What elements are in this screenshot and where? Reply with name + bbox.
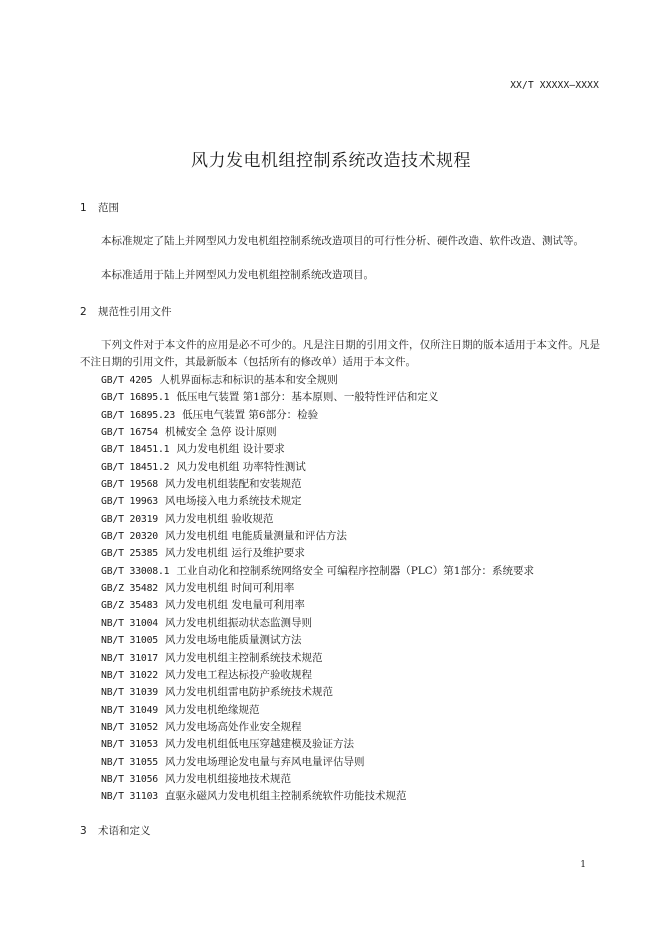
reference-title: 风力发电机组低电压穿越建模及验证方法 bbox=[164, 738, 354, 751]
section-number: 1 bbox=[80, 202, 87, 214]
reference-code: NB/T 31056 bbox=[101, 773, 158, 785]
section-number: 3 bbox=[80, 825, 87, 837]
reference-title: 风电场接入电力系统技术规定 bbox=[164, 495, 302, 508]
reference-item bbox=[101, 771, 534, 788]
reference-code: NB/T 31017 bbox=[101, 652, 158, 664]
reference-title: 机械安全 急停 设计原则 bbox=[164, 426, 277, 439]
scope-paragraph-2: 本标准适用于陆上并网型风力发电机组控制系统改造项目。 bbox=[101, 269, 374, 281]
reference-code: NB/T 31055 bbox=[101, 756, 158, 768]
reference-item bbox=[101, 424, 534, 441]
reference-item bbox=[101, 389, 534, 406]
reference-code: NB/T 31103 bbox=[101, 791, 158, 803]
reference-code: GB/T 20320 bbox=[101, 531, 158, 543]
page-number: 1 bbox=[580, 860, 586, 870]
reference-item bbox=[101, 580, 534, 597]
reference-code: NB/T 31004 bbox=[101, 617, 158, 629]
reference-item bbox=[101, 372, 534, 389]
reference-title: 风力发电场电能质量测试方法 bbox=[164, 634, 302, 647]
reference-title: 风力发电机组振动状态监测导则 bbox=[164, 616, 312, 629]
reference-title: 风力发电机绝缘规范 bbox=[164, 703, 260, 716]
reference-code: NB/T 31052 bbox=[101, 721, 158, 733]
reference-item bbox=[101, 632, 534, 649]
section-number: 2 bbox=[80, 306, 87, 318]
section-3-heading bbox=[80, 823, 151, 838]
reference-title: 风力发电机组 验收规范 bbox=[164, 512, 274, 525]
reference-code: NB/T 31022 bbox=[101, 669, 158, 681]
reference-title: 人机界面标志和标识的基本和安全规则 bbox=[159, 374, 338, 386]
reference-item bbox=[101, 459, 534, 476]
reference-item bbox=[101, 702, 534, 719]
reference-item bbox=[101, 788, 534, 805]
reference-code: GB/Z 35482 bbox=[101, 583, 158, 595]
reference-title: 低压电气装置 第6部分：检验 bbox=[182, 408, 319, 421]
reference-title: 风力发电机组 时间可利用率 bbox=[164, 582, 295, 595]
reference-item bbox=[101, 615, 534, 632]
reference-title: 工业自动化和控制系统网络安全 可编程序控制器（PLC）第1部分：系统要求 bbox=[176, 564, 534, 577]
reference-item bbox=[101, 493, 534, 510]
reference-title: 风力发电机组雷电防护系统技术规范 bbox=[164, 686, 333, 699]
reference-item bbox=[101, 441, 534, 458]
document-title: 风力发电机组控制系统改造技术规程 bbox=[191, 151, 471, 171]
reference-title: 风力发电机组 运行及维护要求 bbox=[164, 547, 305, 560]
reference-item bbox=[101, 667, 534, 684]
reference-title: 风力发电机组 功率特性测试 bbox=[176, 460, 306, 473]
reference-code: GB/T 16895.1 bbox=[101, 392, 170, 404]
section-title: 规范性引用文件 bbox=[98, 306, 172, 318]
reference-code: GB/T 4205 bbox=[101, 375, 153, 386]
reference-code: GB/T 16895.23 bbox=[101, 409, 176, 421]
section-2-heading bbox=[80, 304, 172, 319]
reference-code: GB/T 18451.2 bbox=[101, 461, 170, 473]
reference-item bbox=[101, 528, 534, 545]
reference-code: NB/T 31039 bbox=[101, 687, 158, 699]
reference-title: 风力发电机组 发电量可利用率 bbox=[164, 599, 305, 612]
reference-code: NB/T 31053 bbox=[101, 739, 158, 751]
reference-title: 风力发电机组接地技术规范 bbox=[164, 772, 291, 785]
reference-list bbox=[101, 372, 534, 806]
reference-title: 风力发电机组装配和安装规范 bbox=[164, 478, 302, 491]
scope-paragraph-1: 本标准规定了陆上并网型风力发电机组控制系统改造项目的可行性分析、硬件改造、软件改造、测试等。 bbox=[101, 235, 584, 247]
reference-item bbox=[101, 650, 534, 667]
reference-code: GB/T 16754 bbox=[101, 427, 158, 439]
reference-item bbox=[101, 719, 534, 736]
reference-title: 直驱永磁风力发电机组主控制系统软件功能技术规范 bbox=[164, 790, 407, 803]
reference-title: 风力发电机组 设计要求 bbox=[176, 443, 285, 456]
section-title: 范围 bbox=[98, 202, 119, 214]
reference-code: GB/T 19963 bbox=[101, 496, 158, 508]
reference-title: 风力发电场高处作业安全规程 bbox=[164, 720, 302, 733]
references-intro: 下列文件对于本文件的应用是必不可少的。凡是注日期的引用文件，仅所注日期的版本适用于本文件。凡是不注日期的引用文件，其最新版本（包括所有的修改单）适用于本文件。 bbox=[80, 339, 600, 368]
reference-item bbox=[101, 754, 534, 771]
section-1-heading bbox=[80, 200, 119, 215]
section-title: 术语和定义 bbox=[98, 825, 151, 837]
reference-item bbox=[101, 545, 534, 562]
reference-title: 风力发电机组主控制系统技术规范 bbox=[164, 651, 323, 664]
reference-item bbox=[101, 563, 534, 580]
reference-item bbox=[101, 511, 534, 528]
reference-code: GB/Z 35483 bbox=[101, 600, 158, 612]
reference-title: 低压电气装置 第1部分：基本原则、一般特性评估和定义 bbox=[176, 391, 439, 404]
reference-title: 风力发电场理论发电量与弃风电量评估导则 bbox=[164, 755, 365, 768]
reference-item bbox=[101, 476, 534, 493]
reference-code: NB/T 31049 bbox=[101, 704, 158, 716]
reference-title: 风力发电机组 电能质量测量和评估方法 bbox=[164, 530, 347, 543]
reference-item bbox=[101, 597, 534, 614]
reference-item bbox=[101, 736, 534, 753]
standard-code: XX/T XXXXX—XXXX bbox=[510, 80, 599, 91]
reference-code: GB/T 18451.1 bbox=[101, 444, 170, 456]
reference-code: GB/T 33008.1 bbox=[101, 565, 170, 577]
reference-item bbox=[101, 684, 534, 701]
reference-code: GB/T 19568 bbox=[101, 479, 158, 491]
reference-code: GB/T 20319 bbox=[101, 513, 158, 525]
reference-code: NB/T 31005 bbox=[101, 635, 158, 647]
reference-title: 风力发电工程达标投产验收规程 bbox=[164, 668, 312, 681]
reference-code: GB/T 25385 bbox=[101, 548, 158, 560]
reference-item bbox=[101, 407, 534, 424]
